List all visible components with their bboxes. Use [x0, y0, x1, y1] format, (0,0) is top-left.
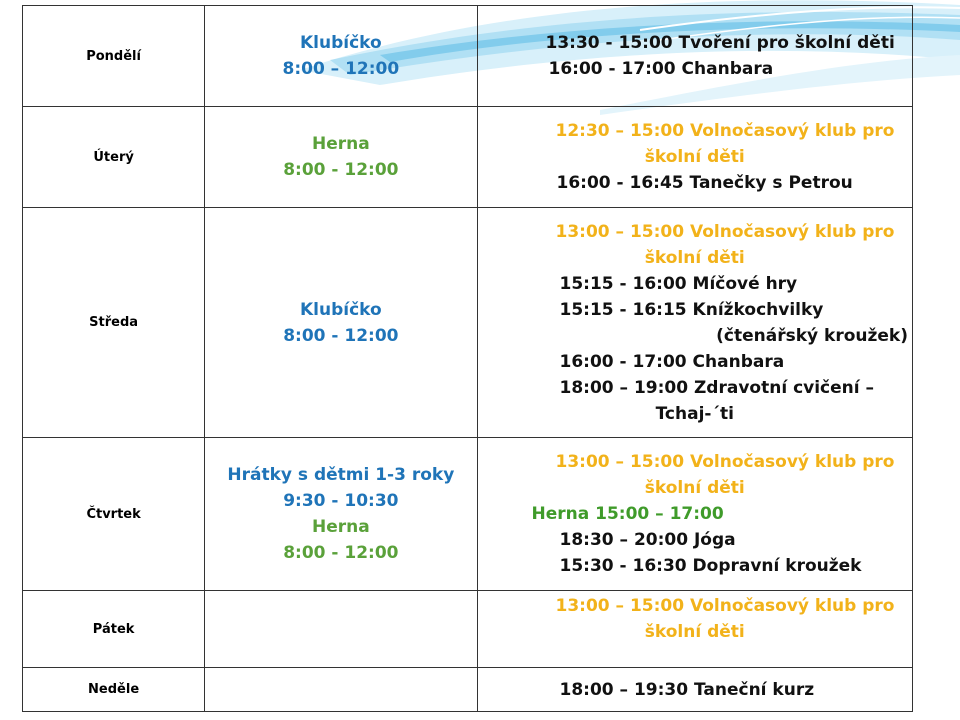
morning-cell [205, 591, 477, 668]
activity-line: 15:30 - 16:30 Dopravní kroužek [559, 556, 862, 576]
afternoon-cell [477, 591, 913, 668]
weekly-schedule-table [22, 5, 913, 712]
activity-line: Herna [311, 134, 370, 154]
row-streda [23, 208, 913, 438]
activity-line: 8:00 - 12:00 [283, 543, 399, 563]
day-label: Pondělí [86, 48, 141, 64]
morning-cell [205, 107, 477, 208]
activity-line: 13:30 - 15:00 Tvoření pro školní děti [545, 33, 895, 53]
morning-cell [205, 438, 477, 591]
activity-line: školní děti [644, 622, 745, 642]
activity-line: 8:00 - 12:00 [283, 325, 399, 346]
activity-line: školní děti [644, 147, 745, 167]
activity-line: (čtenářský kroužek) [716, 325, 908, 346]
day-cell [23, 107, 205, 208]
activity-line: 15:15 - 16:00 Míčové hry [559, 273, 798, 294]
activity-line: 16:00 - 17:00 Chanbara [548, 59, 774, 79]
activity-line: 18:00 – 19:00 Zdravotní cvičení – [559, 377, 875, 398]
activity-line: školní děti [644, 247, 745, 268]
activity-line: Klubíčko [299, 33, 382, 53]
activity-line: 18:30 – 20:00 Jóga [559, 530, 736, 550]
activity-line: 15:15 - 16:15 Knížkochvilky [559, 299, 824, 320]
row-patek [23, 591, 913, 668]
activity-line: 8:00 – 12:00 [282, 59, 400, 79]
morning-cell [205, 208, 477, 438]
row-pondeli [23, 6, 913, 107]
day-cell [23, 208, 205, 438]
activity-line: 13:00 – 15:00 Volnočasový klub pro [555, 452, 895, 472]
activity-line: Herna [311, 517, 370, 537]
day-label: Pátek [92, 621, 135, 637]
day-label: Úterý [93, 149, 134, 165]
activity-line: Hrátky s dětmi 1-3 roky [227, 465, 455, 485]
morning-cell [205, 6, 477, 107]
activity-line: 16:00 - 16:45 Tanečky s Petrou [556, 173, 853, 193]
day-cell [23, 591, 205, 668]
activity-line: Herna 15:00 – 17:00 [531, 504, 724, 524]
activity-line: 16:00 - 17:00 Chanbara [559, 351, 785, 372]
activity-line: Klubíčko [299, 299, 382, 320]
activity-line: 18:00 – 19:30 Taneční kurz [559, 679, 815, 700]
morning-cell [205, 668, 477, 712]
activity-line: 12:30 – 15:00 Volnočasový klub pro [555, 121, 895, 141]
activity-line: 9:30 - 10:30 [283, 491, 399, 511]
day-cell [23, 668, 205, 712]
day-cell [23, 438, 205, 591]
activity-line: 8:00 - 12:00 [283, 160, 399, 180]
afternoon-cell [477, 208, 913, 438]
row-ctvrtek [23, 438, 913, 591]
afternoon-cell [477, 6, 913, 107]
day-cell [23, 6, 205, 107]
afternoon-cell [477, 107, 913, 208]
row-utery [23, 107, 913, 208]
day-label: Středa [89, 315, 139, 330]
activity-line: 13:00 – 15:00 Volnočasový klub pro [555, 221, 895, 242]
activity-line: Tchaj-´ti [655, 403, 734, 424]
row-nedele [23, 668, 913, 712]
activity-line: 13:00 – 15:00 Volnočasový klub pro [555, 596, 895, 616]
activity-line: školní děti [644, 478, 745, 498]
day-label: Neděle [88, 682, 140, 697]
afternoon-cell [477, 668, 913, 712]
day-label: Čtvrtek [86, 506, 141, 522]
afternoon-cell [477, 438, 913, 591]
